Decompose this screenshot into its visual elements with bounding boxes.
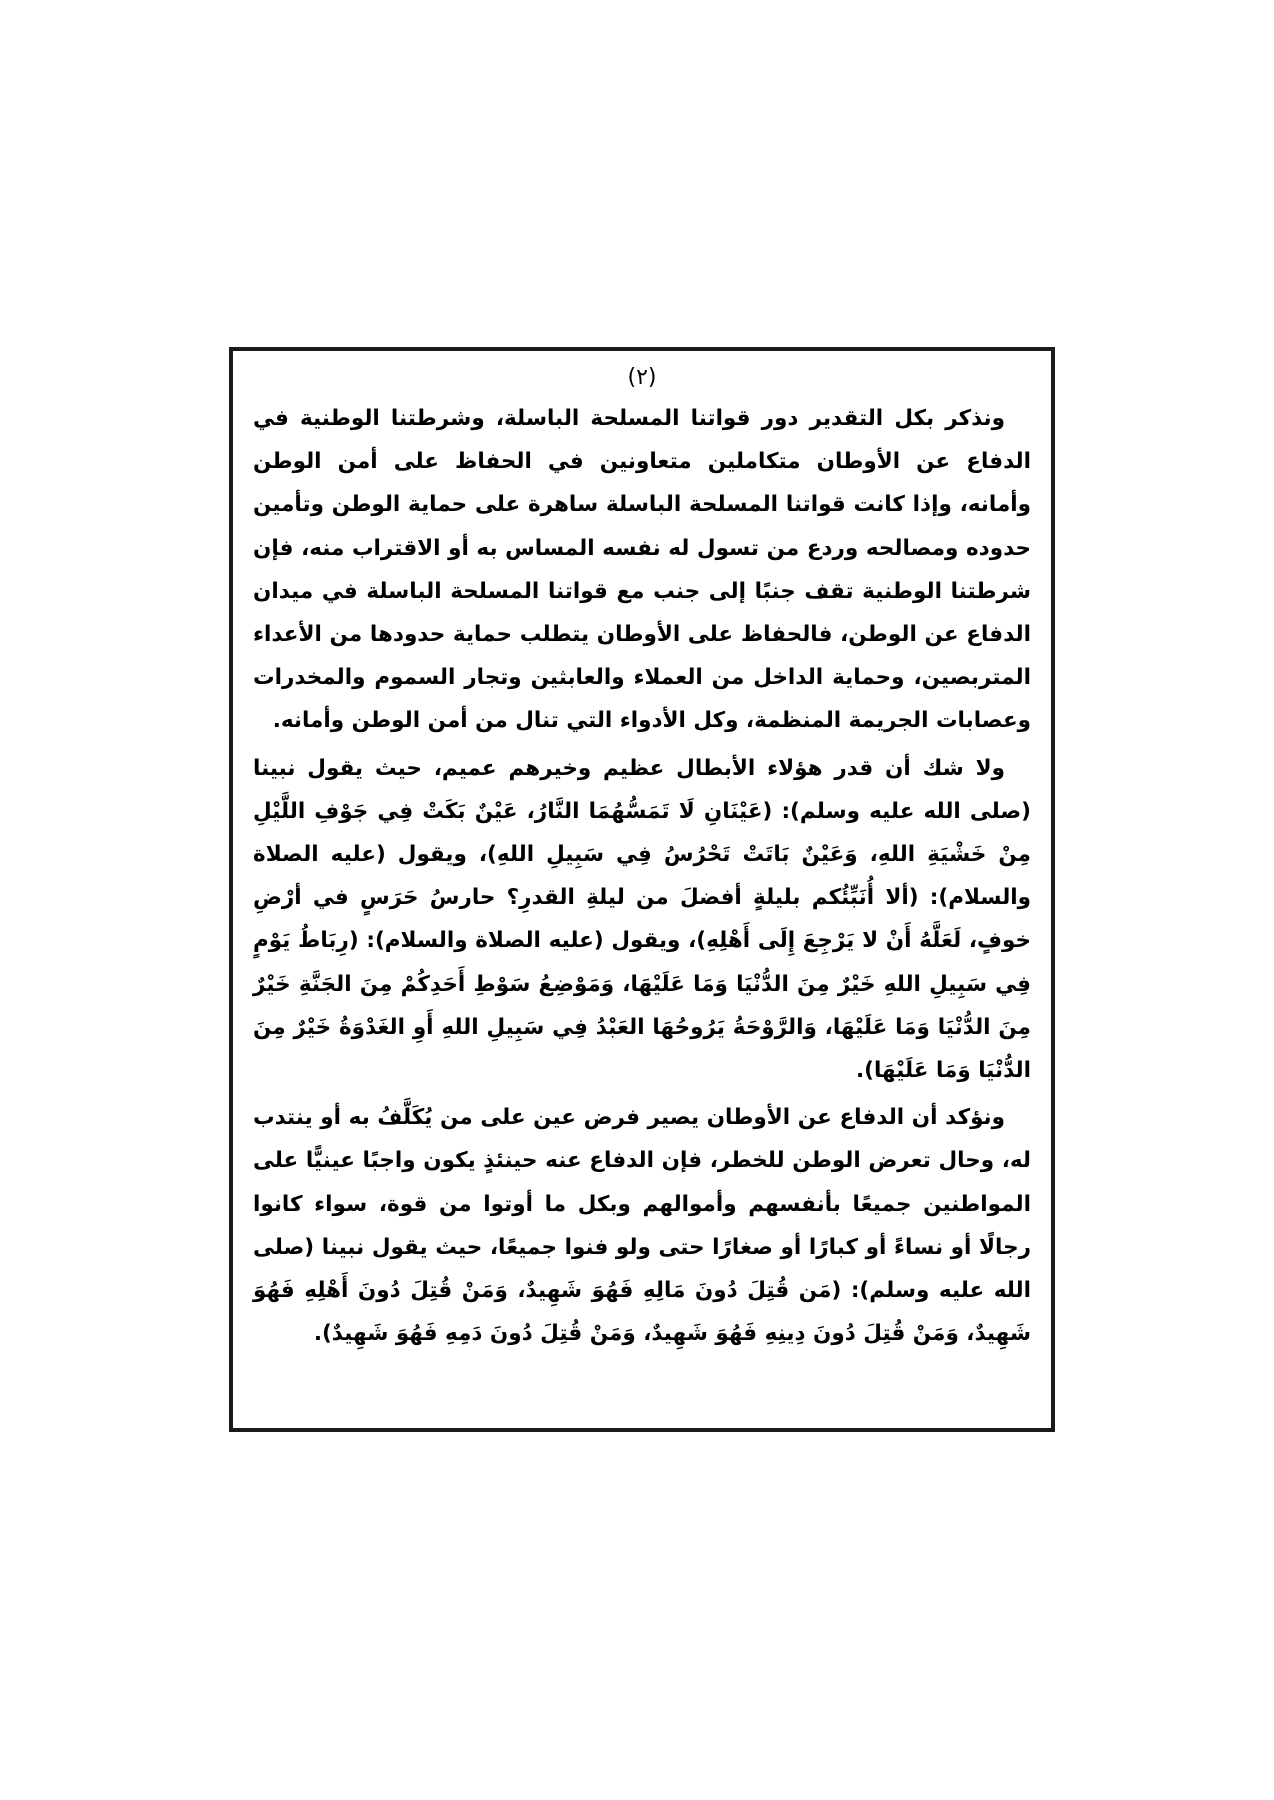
page-number: (٢) [627,365,657,390]
paragraph-heroes-virtue: ولا شك أن قدر هؤلاء الأبطال عظيم وخيرهم عميم، حيث يقول نبينا (صلى الله عليه وسلم): (عَيْنَانِ لَا تَمَسُّهُمَا النَّارُ، عَيْنٌ بَكَتْ فِي جَوْفِ اللَّيْلِ مِنْ خَشْيَةِ اللهِ، وَعَيْنٌ بَاتَتْ تَحْرُسُ فِي سَبِيلِ اللهِ)، ويقول (عليه الصلاة والسلام): (ألا أُنَبِّئُكم بليلةٍ أفضلَ من ليلةِ القدرِ؟ حارسُ حَرَسٍ في أرْضِ خوفٍ، لَعَلَّهُ أَنْ لا يَرْجِعَ إِلَى أَهْلِهِ)، ويقول (عليه الصلاة والسلام): (رِبَاطُ يَوْمٍ فِي سَبِيلِ اللهِ خَيْرٌ مِنَ الدُّنْيَا وَمَا عَلَيْهَا، وَمَوْضِعُ سَوْطِ أَحَدِكُمْ مِنَ الجَنَّةِ خَيْرٌ مِنَ الدُّنْيَا وَمَا عَلَيْهَا، وَالرَّوْحَةُ يَرُوحُهَا العَبْدُ فِي سَبِيلِ اللهِ أَوِ الغَدْوَةُ خَيْرٌ مِنَ الدُّنْيَا وَمَا عَلَيْهَا). [253,755,1031,1084]
paragraph-duty-of-defense: ونؤكد أن الدفاع عن الأوطان يصير فرض عين على من يُكَلَّفُ به أو ينتدب له، وحال تعرض الوطن للخطر، فإن الدفاع عنه حينئذٍ يكون واجبًا عينيًّا على المواطنين جميعًا بأنفسهم وأموالهم وبكل ما أوتوا من قوة، سواء كانوا رجالًا أو نساءً أو كبارًا أو صغارًا حتى ولو فنوا جميعًا، حيث يقول نبينا (صلى الله عليه وسلم): (مَن قُتِلَ دُونَ مَالِهِ فَهُوَ شَهِيدٌ، وَمَنْ قُتِلَ دُونَ أَهْلِهِ فَهُوَ شَهِيدٌ، وَمَنْ قُتِلَ دُونَ دِينِهِ فَهُوَ شَهِيدٌ، وَمَنْ قُتِلَ دُونَ دَمِهِ فَهُوَ شَهِيدٌ). [253,1105,1031,1347]
page-frame [229,347,1055,1432]
page-body [253,397,1031,1355]
paragraph-defense-forces: ونذكر بكل التقدير دور قواتنا المسلحة الباسلة، وشرطتنا الوطنية في الدفاع عن الأوطان متكاملين متعاونين في الحفاظ على أمن الوطن وأمانه، وإذا كانت قواتنا المسلحة الباسلة ساهرة على حماية الوطن وتأمين حدوده ومصالحه وردع من تسول له نفسه المساس به أو الاقتراب منه، فإن شرطتنا الوطنية تقف جنبًا إلى جنب مع قواتنا المسلحة الباسلة في ميدان الدفاع عن الوطن، فالحفاظ على الأوطان يتطلب حماية حدودها من الأعداء المتربصين، وحماية الداخل من العملاء والعابثين وتجار السموم والمخدرات وعصابات الجريمة المنظمة، وكل الأدواء التي تنال من أمن الوطن وأمانه. [253,406,1031,734]
